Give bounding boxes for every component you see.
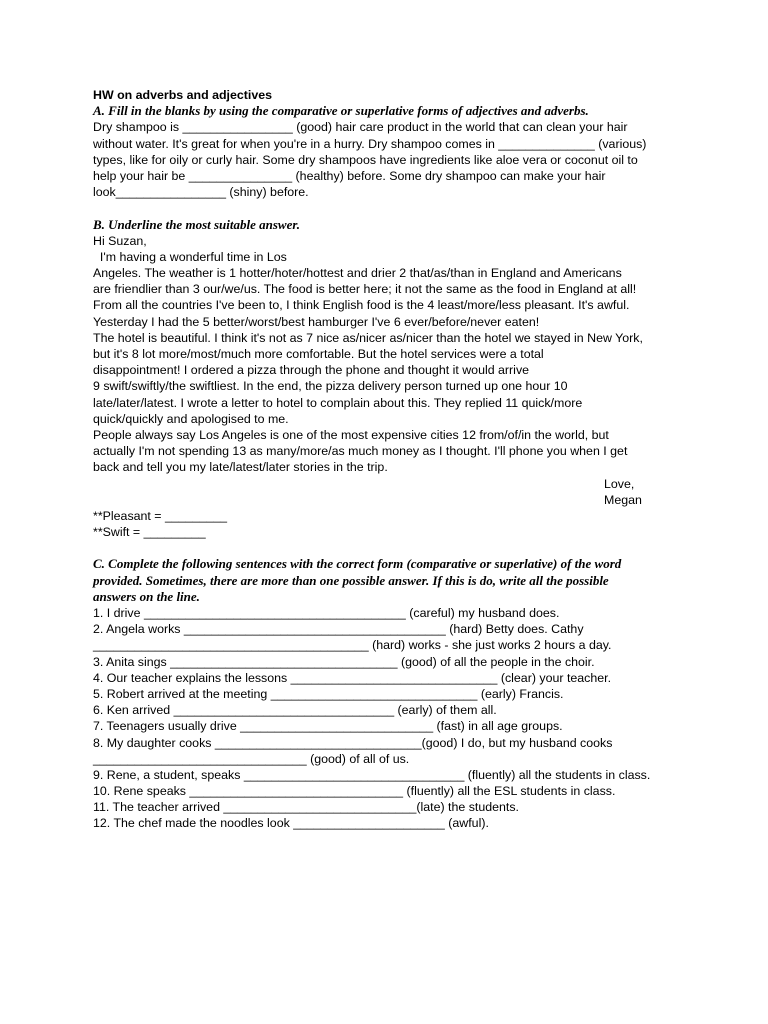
- vocab-note: **Swift = _________: [93, 525, 206, 540]
- letter-line: actually I'm not spending 13 as many/more/as much money as I thought. I'll phone you when I get: [93, 444, 628, 459]
- letter-signature: Megan: [604, 492, 642, 507]
- letter-line: are friendlier than 3 our/we/us. The food is better here; it not the same as the food in England at all!: [93, 282, 637, 297]
- section-a-line: help your hair be _______________ (healthy) before. Some dry shampoo can make your hair: [93, 168, 606, 183]
- letter-line: but it's 8 lot more/most/much more comfortable. But the hotel services were a total: [93, 347, 544, 361]
- exercise-line: 1. I drive ______________________________________ (careful) my husband does.: [93, 606, 560, 620]
- letter-line: disappointment! I ordered a pizza through the phone and thought it would arrive: [93, 363, 530, 378]
- section-a-line: types, like for oily or curly hair. Some dry shampoos have ingredients like aloe vera or coconut oil to: [93, 152, 638, 167]
- letter-line: The hotel is beautiful. I think it's not as 7 nice as/nicer as/nicer than the hotel we stayed in New York,: [93, 330, 643, 345]
- letter-line: People always say Los Angeles is one of the most expensive cities 12 from/of/in the world, but: [93, 427, 609, 442]
- letter-line: Yesterday I had the 5 better/worst/best hamburger I've 6 ever/before/never eaten!: [93, 314, 540, 329]
- section-b-heading: B. Underline the most suitable answer.: [93, 216, 300, 232]
- letter-line: From all the countries I've been to, I think English food is the 4 least/more/less pleasant. It's awful.: [93, 298, 630, 313]
- exercise-line: 2. Angela works ______________________________________ (hard) Betty does. Cathy: [93, 622, 584, 637]
- letter-line: back and tell you my late/latest/later stories in the trip.: [93, 460, 388, 475]
- letter-line: 9 swift/swiftly/the swiftliest. In the end, the pizza delivery person turned up one hour 10: [93, 379, 568, 394]
- section-c-heading: C. Complete the following sentences with the correct form (comparative or superlative) of the word: [93, 556, 622, 572]
- letter-line: Angeles. The weather is 1 hotter/hoter/hottest and drier 2 that/as/than in England and Americans: [93, 266, 622, 281]
- exercise-line: 6. Ken arrived ________________________________ (early) of them all.: [93, 703, 497, 718]
- vocab-note: **Pleasant = _________: [93, 508, 228, 523]
- exercise-line: 4. Our teacher explains the lessons ______________________________ (clear) your teacher.: [93, 670, 612, 685]
- section-a-heading: A. Fill in the blanks by using the comparative or superlative forms of adjectives and adverbs.: [93, 103, 589, 119]
- letter-closing: Love,: [604, 476, 635, 491]
- exercise-line: 8. My daughter cooks ______________________________(good) I do, but my husband cooks: [93, 735, 613, 750]
- exercise-line: 12. The chef made the noodles look ______________________ (awful).: [93, 816, 489, 831]
- exercise-line: _______________________________ (good) of all of us.: [93, 751, 410, 766]
- section-a-line: look________________ (shiny) before.: [93, 185, 309, 200]
- letter-line: Hi Suzan,: [93, 233, 147, 248]
- exercise-line: 7. Teenagers usually drive ____________________________ (fast) in all age groups.: [93, 719, 563, 734]
- exercise-line: 10. Rene speaks _______________________________ (fluently) all the ESL students in class.: [93, 784, 616, 799]
- worksheet-page: [93, 87, 683, 832]
- letter-line: late/later/latest. I wrote a letter to hotel to complain about this. They replied 11 quick/more: [93, 395, 583, 410]
- exercise-line: 3. Anita sings _________________________________ (good) of all the people in the choir.: [93, 654, 595, 669]
- exercise-line: ________________________________________ (hard) works - she just works 2 hours a day.: [93, 638, 612, 653]
- document-title: HW on adverbs and adjectives: [93, 88, 273, 102]
- letter-line: quick/quickly and apologised to me.: [93, 411, 289, 426]
- exercise-line: 5. Robert arrived at the meeting ______________________________ (early) Francis.: [93, 686, 564, 701]
- section-c-heading: answers on the line.: [93, 588, 200, 604]
- spacer: [93, 540, 683, 556]
- section-a-line: Dry shampoo is ________________ (good) hair care product in the world that can clean your hair: [93, 120, 628, 135]
- section-a-line: without water. It's great for when you're in a hurry. Dry shampoo comes in ______________ (various): [93, 136, 647, 151]
- exercise-line: 9. Rene, a student, speaks ________________________________ (fluently) all the students in class.: [93, 767, 651, 782]
- section-c-heading: provided. Sometimes, there are more than one possible answer. If this is do, write all the possible: [93, 572, 609, 588]
- spacer: [93, 200, 683, 216]
- exercise-line: 11. The teacher arrived ____________________________(late) the students.: [93, 800, 519, 815]
- letter-line: I'm having a wonderful time in Los: [93, 249, 287, 264]
